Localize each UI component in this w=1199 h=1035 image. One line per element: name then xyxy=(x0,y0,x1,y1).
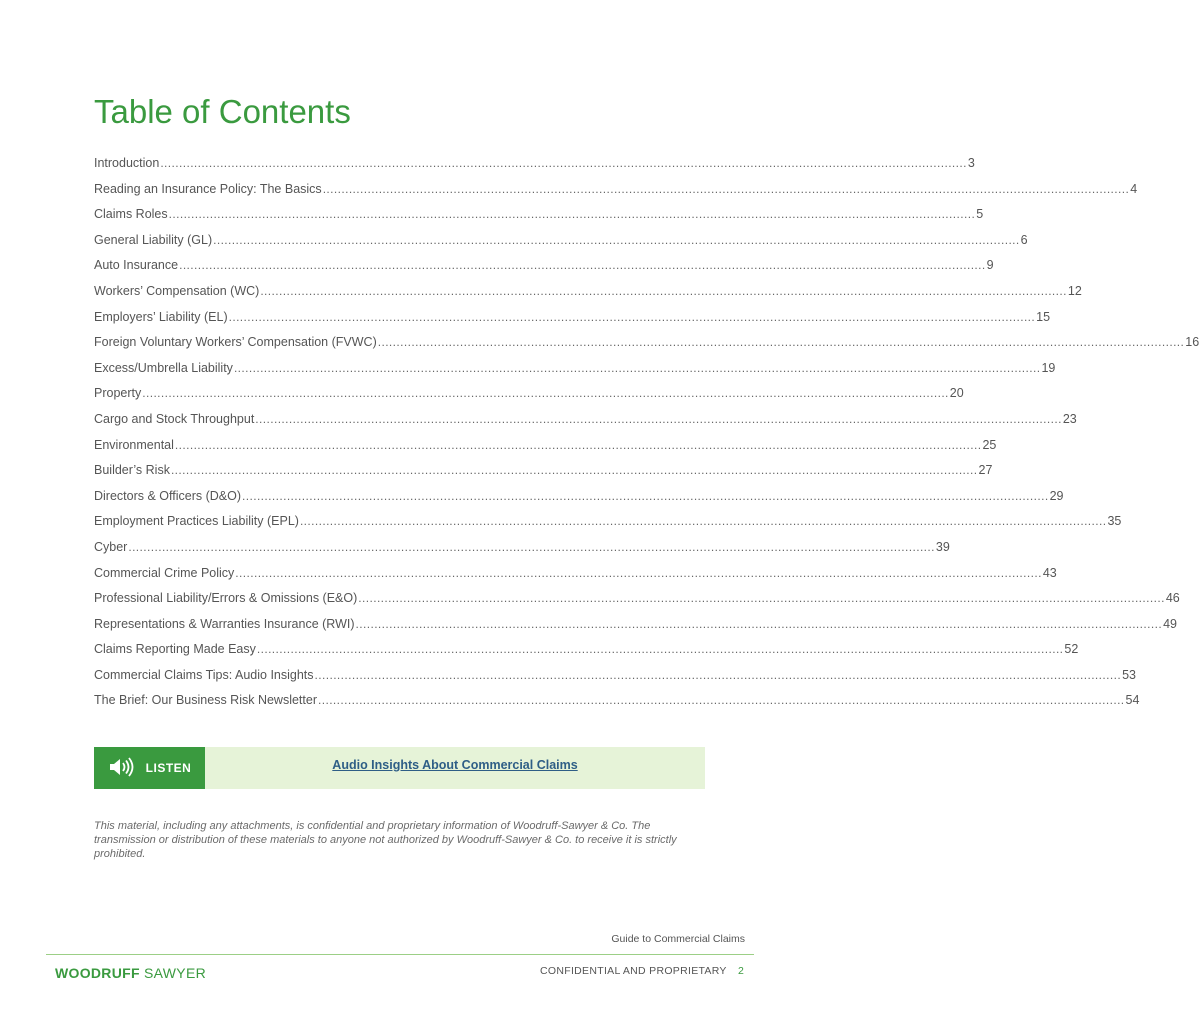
document-name: Guide to Commercial Claims xyxy=(611,933,745,945)
toc-entry-page: 46 xyxy=(1165,591,1180,606)
footer-divider xyxy=(46,954,754,955)
table-of-contents xyxy=(94,152,1199,715)
toc-leader-dots: ........................................................................................................................................................................................................................ xyxy=(377,335,1185,350)
toc-entry-page: 35 xyxy=(1107,514,1122,529)
toc-entry-label: Claims Reporting Made Easy xyxy=(94,642,256,657)
toc-entry-page: 9 xyxy=(986,258,994,273)
toc-entry-page: 12 xyxy=(1067,283,1082,298)
woodruff-sawyer-logo xyxy=(55,965,206,981)
toc-leader-dots: ........................................................................................................................................................................................................................ xyxy=(235,565,1042,580)
toc-entry-label: Excess/Umbrella Liability xyxy=(94,360,233,375)
toc-entry-label: Builder’s Risk xyxy=(94,463,170,478)
toc-leader-dots: ........................................................................................................................................................................................................................ xyxy=(228,309,1036,324)
toc-entry-label: Workers’ Compensation (WC) xyxy=(94,283,260,298)
page-title: Table of Contents xyxy=(94,93,351,130)
toc-leader-dots: ........................................................................................................................................................................................................................ xyxy=(358,591,1165,606)
toc-leader-dots: ........................................................................................................................................................................................................................ xyxy=(160,156,967,170)
toc-leader-dots: ........................................................................................................................................................................................................................ xyxy=(299,514,1107,529)
toc-leader-dots: ........................................................................................................................................................................................................................ xyxy=(355,616,1163,631)
toc-leader-dots: ........................................................................................................................................................................................................................ xyxy=(170,463,978,478)
confidentiality-disclaimer: This material, including any attachments, is confidential and proprietary information of Woodruff-Sawyer & Co. The transmission or distribution of these materials to anyone not authorized by Woodruff-Sawyer & Co. to receive it is strictly prohibited. xyxy=(94,820,677,860)
toc-entry-label: Commercial Claims Tips: Audio Insights xyxy=(94,667,314,682)
toc-entry[interactable] xyxy=(94,459,993,485)
audio-insights-link[interactable]: Audio Insights About Commercial Claims xyxy=(332,758,578,772)
toc-entry-page: 16 xyxy=(1185,335,1199,350)
speaker-icon xyxy=(108,756,136,781)
toc-entry[interactable] xyxy=(94,152,975,178)
toc-entry-page: 54 xyxy=(1125,693,1140,708)
toc-entry[interactable] xyxy=(94,562,1057,588)
toc-entry[interactable] xyxy=(94,357,1056,383)
toc-entry-label: Cyber xyxy=(94,539,128,554)
toc-leader-dots: ........................................................................................................................................................................................................................ xyxy=(314,667,1122,682)
toc-entry[interactable] xyxy=(94,229,1028,255)
toc-entry-page: 25 xyxy=(982,437,997,452)
toc-entry-page: 49 xyxy=(1163,616,1177,631)
listen-button[interactable] xyxy=(94,747,205,789)
toc-entry-label: Directors & Officers (D&O) xyxy=(94,488,242,503)
toc-entry-page: 5 xyxy=(976,207,984,222)
toc-entry[interactable] xyxy=(94,254,994,280)
toc-entry[interactable] xyxy=(94,408,1077,434)
toc-entry-label: Auto Insurance xyxy=(94,258,179,273)
toc-entry-label: Commercial Crime Policy xyxy=(94,565,235,580)
logo-word-left: WOODRUFF xyxy=(55,965,140,981)
toc-entry-label: Representations & Warranties Insurance (RWI) xyxy=(94,616,355,631)
toc-leader-dots: ........................................................................................................................................................................................................................ xyxy=(168,207,976,222)
toc-entry-label: General Liability (GL) xyxy=(94,232,213,247)
toc-entry[interactable] xyxy=(94,587,1180,613)
toc-entry-page: 3 xyxy=(967,156,975,170)
toc-entry[interactable] xyxy=(94,689,1140,715)
toc-entry[interactable] xyxy=(94,178,1138,204)
toc-entry[interactable] xyxy=(94,434,997,460)
toc-leader-dots: ........................................................................................................................................................................................................................ xyxy=(128,539,935,554)
toc-entry-label: Employment Practices Liability (EPL) xyxy=(94,514,299,529)
toc-entry-label: Introduction xyxy=(94,156,160,170)
toc-leader-dots: ........................................................................................................................................................................................................................ xyxy=(255,411,1062,426)
toc-entry-page: 53 xyxy=(1122,667,1136,682)
toc-entry-label: Cargo and Stock Throughput xyxy=(94,411,255,426)
toc-entry[interactable] xyxy=(94,638,1079,664)
toc-leader-dots: ........................................................................................................................................................................................................................ xyxy=(322,181,1130,196)
toc-entry-label: Employers’ Liability (EL) xyxy=(94,309,228,324)
toc-entry-page: 27 xyxy=(978,463,993,478)
toc-entry-label: Reading an Insurance Policy: The Basics xyxy=(94,181,322,196)
listen-button-label: LISTEN xyxy=(145,761,192,775)
toc-entry-page: 19 xyxy=(1041,360,1056,375)
toc-entry[interactable] xyxy=(94,536,950,562)
toc-entry[interactable] xyxy=(94,664,1136,690)
toc-entry-page: 52 xyxy=(1064,642,1079,657)
toc-leader-dots: ........................................................................................................................................................................................................................ xyxy=(179,258,986,273)
toc-entry[interactable] xyxy=(94,331,1199,357)
toc-entry-page: 39 xyxy=(935,539,950,554)
toc-entry-page: 29 xyxy=(1049,488,1064,503)
toc-entry-page: 6 xyxy=(1020,232,1028,247)
toc-entry-label: Foreign Voluntary Workers’ Compensation (FVWC) xyxy=(94,335,377,350)
toc-entry-label: Claims Roles xyxy=(94,207,168,222)
toc-leader-dots: ........................................................................................................................................................................................................................ xyxy=(233,360,1041,375)
toc-entry[interactable] xyxy=(94,280,1082,306)
toc-entry-page: 43 xyxy=(1042,565,1057,580)
logo-word-right: SAWYER xyxy=(144,965,206,981)
page-number: 2 xyxy=(738,965,744,977)
toc-entry[interactable] xyxy=(94,382,964,408)
toc-entry[interactable] xyxy=(94,485,1064,511)
toc-entry[interactable] xyxy=(94,613,1177,639)
toc-leader-dots: ........................................................................................................................................................................................................................ xyxy=(256,642,1064,657)
toc-entry-page: 4 xyxy=(1130,181,1138,196)
toc-entry-page: 23 xyxy=(1062,411,1077,426)
toc-entry[interactable] xyxy=(94,306,1051,332)
toc-entry-label: Professional Liability/Errors & Omissions (E&O) xyxy=(94,591,358,606)
toc-leader-dots: ........................................................................................................................................................................................................................ xyxy=(142,386,949,401)
audio-insights-banner xyxy=(94,747,705,789)
toc-leader-dots: ........................................................................................................................................................................................................................ xyxy=(242,488,1049,503)
toc-entry-label: Property xyxy=(94,386,142,401)
toc-leader-dots: ........................................................................................................................................................................................................................ xyxy=(174,437,982,452)
toc-entry-page: 20 xyxy=(949,386,964,401)
toc-entry-label: Environmental xyxy=(94,437,174,452)
toc-entry-page: 15 xyxy=(1036,309,1051,324)
toc-leader-dots: ........................................................................................................................................................................................................................ xyxy=(260,283,1067,298)
confidential-label: CONFIDENTIAL AND PROPRIETARY xyxy=(540,965,727,977)
toc-leader-dots: ........................................................................................................................................................................................................................ xyxy=(318,693,1125,708)
toc-entry[interactable] xyxy=(94,510,1122,536)
toc-entry-label: The Brief: Our Business Risk Newsletter xyxy=(94,693,317,708)
toc-leader-dots: ........................................................................................................................................................................................................................ xyxy=(213,232,1020,247)
toc-entry[interactable] xyxy=(94,203,984,229)
